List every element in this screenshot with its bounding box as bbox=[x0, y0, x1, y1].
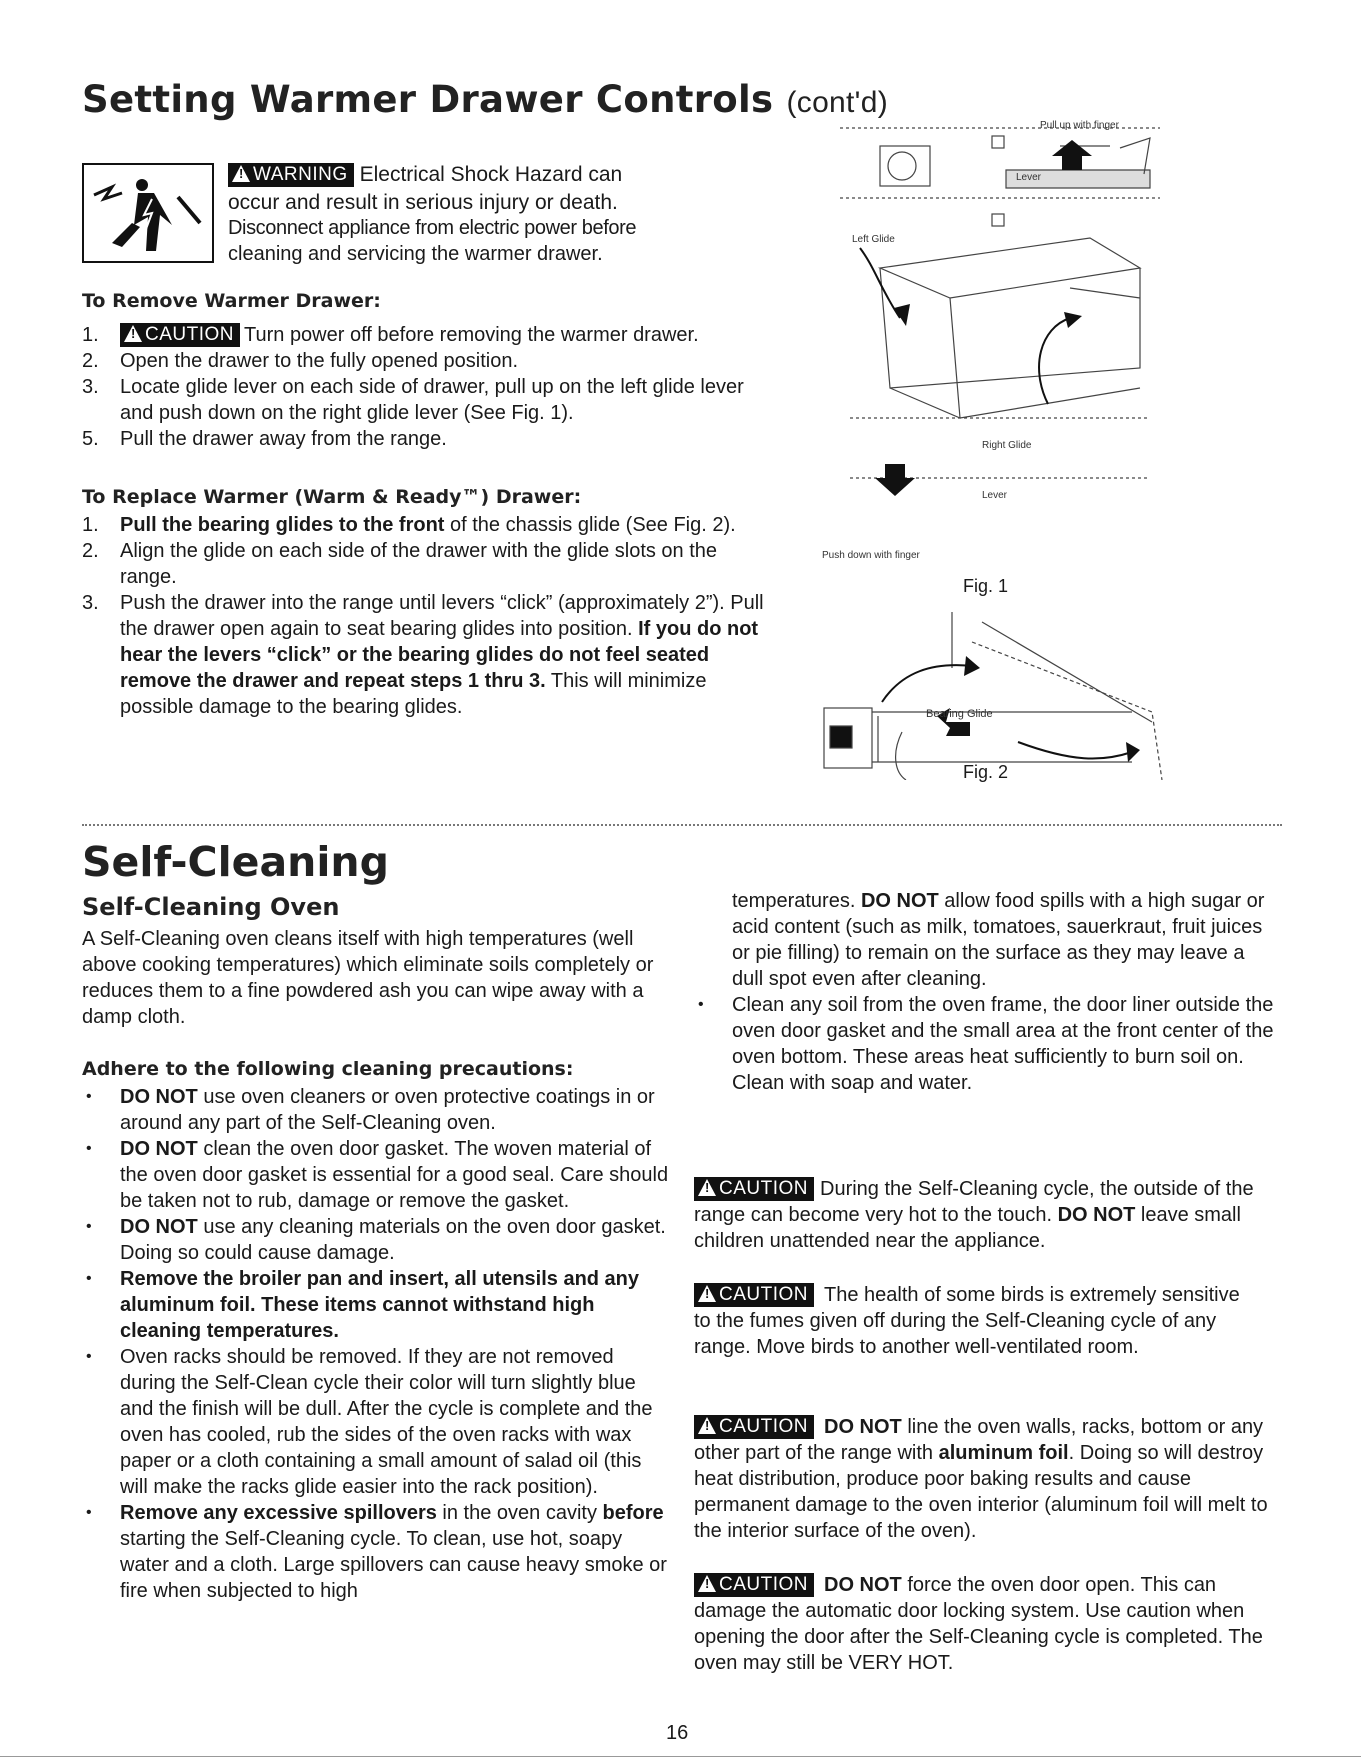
caution-label: ! CAUTION bbox=[694, 1283, 814, 1307]
precautions-heading: Adhere to the following cleaning precautions: bbox=[82, 1058, 574, 1080]
shock-hazard-icon bbox=[82, 163, 214, 263]
precautions-continued: temperatures. DO NOT allow food spills with a high sugar or acid content (such as milk, tomatoes, sauerkraut, fruit juices or pie filling) to remain on the surface as they may leave a dull spot even after cleaning. • Clean any soil from the oven frame, the door liner outside the oven door gasket and the small area at the front center of the oven bottom. These areas heat sufficiently to burn soil on. Clean with soap and water. bbox=[698, 890, 1274, 1094]
fig1-push-label: Push down with finger bbox=[822, 550, 920, 561]
caution-triangle-icon: ! bbox=[698, 1575, 716, 1592]
list-item: • DO NOT use oven cleaners or oven protective coatings in or around any part of the Self-Cleaning oven. bbox=[82, 1084, 672, 1136]
list-item: • DO NOT use any cleaning materials on the oven door gasket. Doing so could cause damage. bbox=[82, 1214, 672, 1266]
caution-triangle-icon: ! bbox=[698, 1285, 716, 1302]
caution-label: ! CAUTION bbox=[120, 323, 240, 347]
section-divider bbox=[82, 824, 1282, 826]
list-item: • Remove any excessive spillovers in the oven cavity before starting the Self-Cleaning cycle. To clean, use hot, soapy water and a cloth. Large spillovers can cause heavy smoke or fire when subjected to high bbox=[82, 1500, 672, 1604]
list-item: 1. Pull the bearing glides to the front of the chassis glide (See Fig. 2). bbox=[82, 514, 736, 536]
fig1-lever-bottom-label: Lever bbox=[982, 490, 1008, 501]
list-item: 3. Push the drawer into the range until levers “click” (approximately 2”). Pull the drawer open again to seat bearing glides into position. If you do not hear the levers “click” or the bearing glides do not feel seated remove the drawer and repeat steps 1 thru 3. This will minimize possible damage to the bearing glides. bbox=[82, 592, 764, 718]
caution-label: ! CAUTION bbox=[694, 1573, 814, 1597]
list-item: 3. Locate glide lever on each side of drawer, pull up on the left glide lever and push down on the right glide lever (See Fig. 1). bbox=[82, 376, 744, 424]
list-item: • Remove the broiler pan and insert, all utensils and any aluminum foil. These items cannot withstand high cleaning temperatures. bbox=[82, 1266, 672, 1344]
caution-triangle-icon: ! bbox=[698, 1179, 716, 1196]
list-item: • DO NOT clean the oven door gasket. The woven material of the oven door gasket is essential for a good seal. Care should be taken not to rub, damage or remove the gasket. bbox=[82, 1136, 672, 1214]
fig1-right-glide-label: Right Glide bbox=[982, 440, 1032, 451]
list-item: 2. Open the drawer to the fully opened position. bbox=[82, 350, 519, 372]
list-item: • Oven racks should be removed. If they are not removed during the Self-Clean cycle their color will turn slightly blue and the finish will be dull. After the cycle is complete and the oven has cooled, rub the sides of the oven racks with wax paper or a cloth containing a small amount of salad oil (this will make the racks glide easier into the rack position). bbox=[82, 1344, 672, 1500]
remove-heading: To Remove Warmer Drawer: bbox=[82, 290, 381, 312]
fig1-lever-top-label: Lever bbox=[1016, 172, 1042, 183]
caution-label: ! CAUTION bbox=[694, 1415, 814, 1439]
caution-label: ! CAUTION bbox=[694, 1177, 814, 1201]
caution-block-3: ! CAUTION DO NOT line the oven walls, racks, bottom or any other part of the range with aluminum foil. Doing so will destroy heat distribution, produce poor baking results and cause permanent damage to the oven interior (aluminum foil will melt to the interior surface of the oven). bbox=[694, 1416, 1268, 1542]
fig2-bearing-glide-label: Bearing Glide bbox=[926, 708, 993, 720]
list-item: 5. Pull the drawer away from the range. bbox=[82, 428, 447, 450]
caution-triangle-icon: ! bbox=[698, 1417, 716, 1434]
bottom-rule bbox=[0, 1756, 1361, 1757]
replace-heading: To Replace Warmer (Warm & Ready™) Drawer: bbox=[82, 486, 582, 508]
figure-1-illustration bbox=[820, 118, 1160, 566]
figure-2-illustration bbox=[822, 612, 1182, 780]
page-title: Setting Warmer Drawer Controls (cont'd) bbox=[82, 78, 888, 121]
self-cleaning-intro: A Self-Cleaning oven cleans itself with high temperatures (well above cooking temperatures) which eliminate soils completely or reduces them to a fine powdered ash you can wipe away with a damp cloth. bbox=[82, 928, 654, 1028]
precautions-list-left bbox=[82, 1084, 672, 1604]
page-number: 16 bbox=[666, 1722, 689, 1744]
caution-block-1: ! CAUTION During the Self-Cleaning cycle, the outside of the range can become very hot to the touch. DO NOT leave small children unattended near the appliance. bbox=[694, 1178, 1254, 1252]
warning-block: ! WARNING Electrical Shock Hazard can occur and result in serious injury or death. Disconnect appliance from electric power before cleaning and servicing the warmer drawer. bbox=[228, 163, 637, 265]
remove-steps bbox=[82, 322, 762, 452]
self-cleaning-title: Self-Cleaning bbox=[82, 838, 389, 886]
caution-block-4: ! CAUTION DO NOT force the oven door open. This can damage the automatic door locking system. Use caution when opening the door after the Self-Cleaning cycle is completed. The oven may still be VERY HOT. bbox=[694, 1574, 1263, 1674]
warning-triangle-icon: ! bbox=[232, 165, 250, 182]
warning-label: ! WARNING bbox=[228, 163, 354, 187]
fig1-left-glide-label: Left Glide bbox=[852, 234, 895, 245]
caution-triangle-icon: ! bbox=[124, 325, 142, 342]
list-item: 2. Align the glide on each side of the drawer with the glide slots on the range. bbox=[82, 540, 718, 588]
list-item: 1. ! CAUTION Turn power off before removing the warmer drawer. bbox=[82, 324, 699, 346]
fig1-caption: Fig. 1 bbox=[963, 576, 1009, 596]
title-suffix: (cont'd) bbox=[786, 86, 888, 119]
fig1-pull-label: Pull up with finger bbox=[1040, 120, 1119, 131]
fig2-caption: Fig. 2 bbox=[963, 762, 1009, 782]
caution-block-2: ! CAUTION The health of some birds is extremely sensitive to the fumes given off during the Self-Cleaning cycle of any range. Move birds to another well-ventilated room. bbox=[694, 1284, 1240, 1358]
self-cleaning-subtitle: Self-Cleaning Oven bbox=[82, 893, 340, 921]
replace-steps bbox=[82, 512, 767, 720]
